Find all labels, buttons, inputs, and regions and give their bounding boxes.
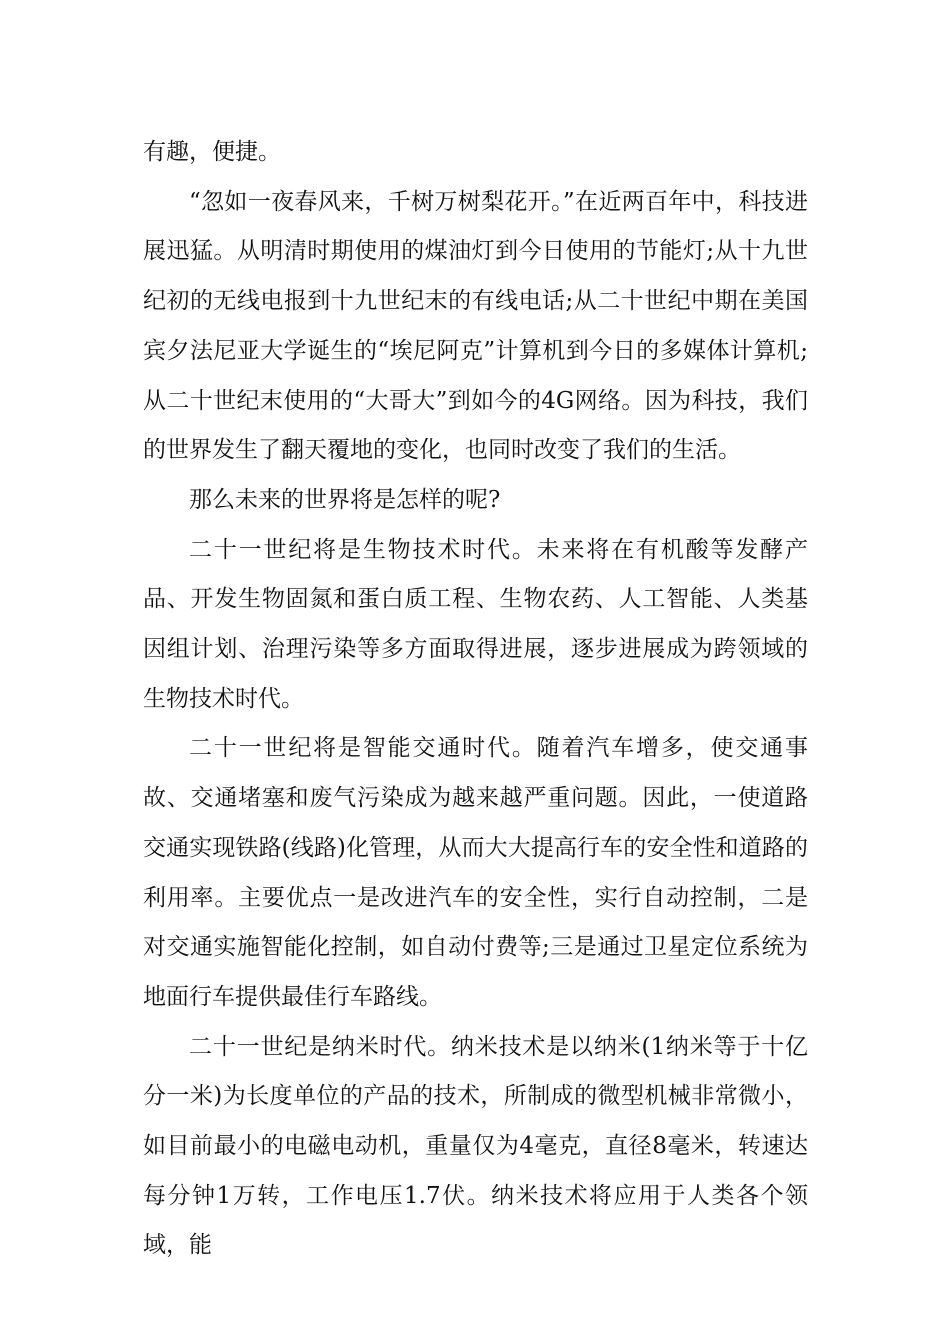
document-body [143, 128, 808, 1271]
paragraph-nano-era: 二十一世纪是纳米时代。纳米技术是以纳米(1纳米等于十亿分一米)为长度单位的产品的技术，所制成的微型机械非常微小，如目前最小的电磁电动机，重量仅为4毫克，直径8毫米，转速达每分钟1万转，工作电压1.7伏。纳米技术将应用于人类各个领域，能 [143, 1033, 808, 1259]
paragraph-future-question: 那么未来的世界将是怎样的呢? [189, 486, 501, 513]
paragraph-smart-traffic-era: 二十一世纪将是智能交通时代。随着汽车增多，使交通事故、交通堵塞和废气污染成为越来越严重问题。因此，一使道路交通实现铁路(线路)化管理，从而大大提高行车的安全性和道路的利用率。主要优点一是改进汽车的安全性，实行自动控制，二是对交通实施智能化控制，如自动付费等;三是通过卫星定位系统为地面行车提供最佳行车路线。 [143, 735, 808, 1010]
paragraph-continuation: 有趣，便捷。 [143, 139, 281, 165]
paragraph-tech-progress: “忽如一夜春风来，千树万树梨花开。”在近两百年中，科技进展迅猛。从明清时期使用的煤油灯到今日使用的节能灯;从十九世纪初的无线电报到十九世纪末的有线电话;从二十世纪中期在美国宾夕法尼亚大学诞生的“埃尼阿克”计算机到今日的多媒体计算机;从二十世纪末使用的“大哥大”到如今的4G网络。因为科技，我们的世界发生了翻天覆地的变化，也同时改变了我们的生活。 [143, 188, 808, 464]
paragraph-biotech-era: 二十一世纪将是生物技术时代。未来将在有机酸等发酵产品、开发生物固氮和蛋白质工程、生物农药、人工智能、人类基因组计划、治理污染等多方面取得进展，逐步进展成为跨领域的生物技术时代。 [143, 536, 808, 712]
